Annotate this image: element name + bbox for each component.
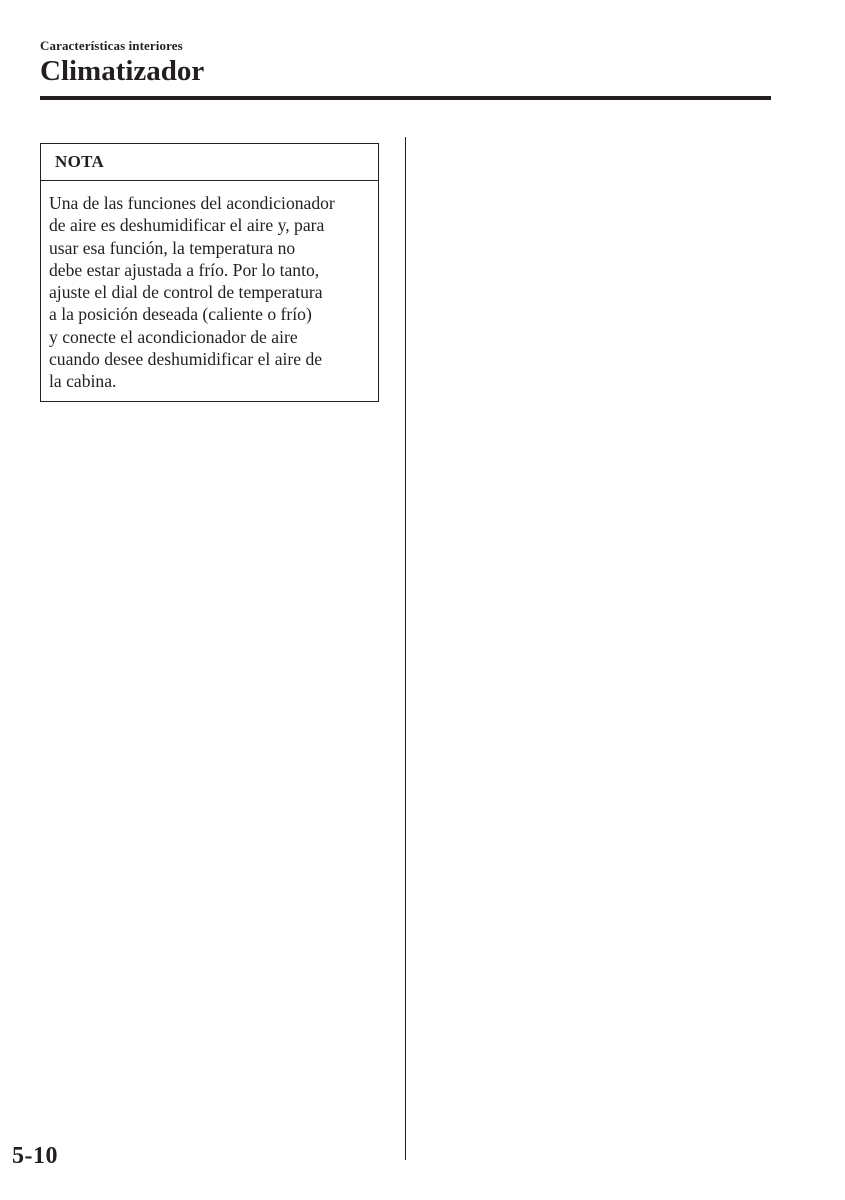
page-title: Climatizador	[40, 55, 205, 87]
column-divider	[405, 137, 406, 1160]
note-line: usar esa función, la temperatura no	[49, 237, 296, 258]
section-label: Características interiores	[40, 38, 183, 53]
note-heading: NOTA	[55, 152, 105, 171]
note-line: cuando desee deshumidificar el aire de	[49, 349, 323, 370]
note-line: debe estar ajustada a frío. Por lo tanto,	[49, 259, 320, 280]
note-line: ajuste el dial de control de temperatura	[49, 282, 323, 303]
note-line: Una de las funciones del acondicionador	[49, 193, 335, 213]
note-line: de aire es deshumidificar el aire y, para	[49, 215, 325, 236]
page-number: 5-10	[12, 1143, 58, 1169]
note-header	[41, 144, 378, 181]
header-rule	[40, 96, 771, 100]
note-box	[40, 143, 379, 402]
note-line: la cabina.	[49, 371, 117, 392]
note-line: y conecte el acondicionador de aire	[49, 326, 298, 347]
note-line: a la posición deseada (caliente o frío)	[49, 304, 312, 325]
note-body	[41, 181, 378, 393]
